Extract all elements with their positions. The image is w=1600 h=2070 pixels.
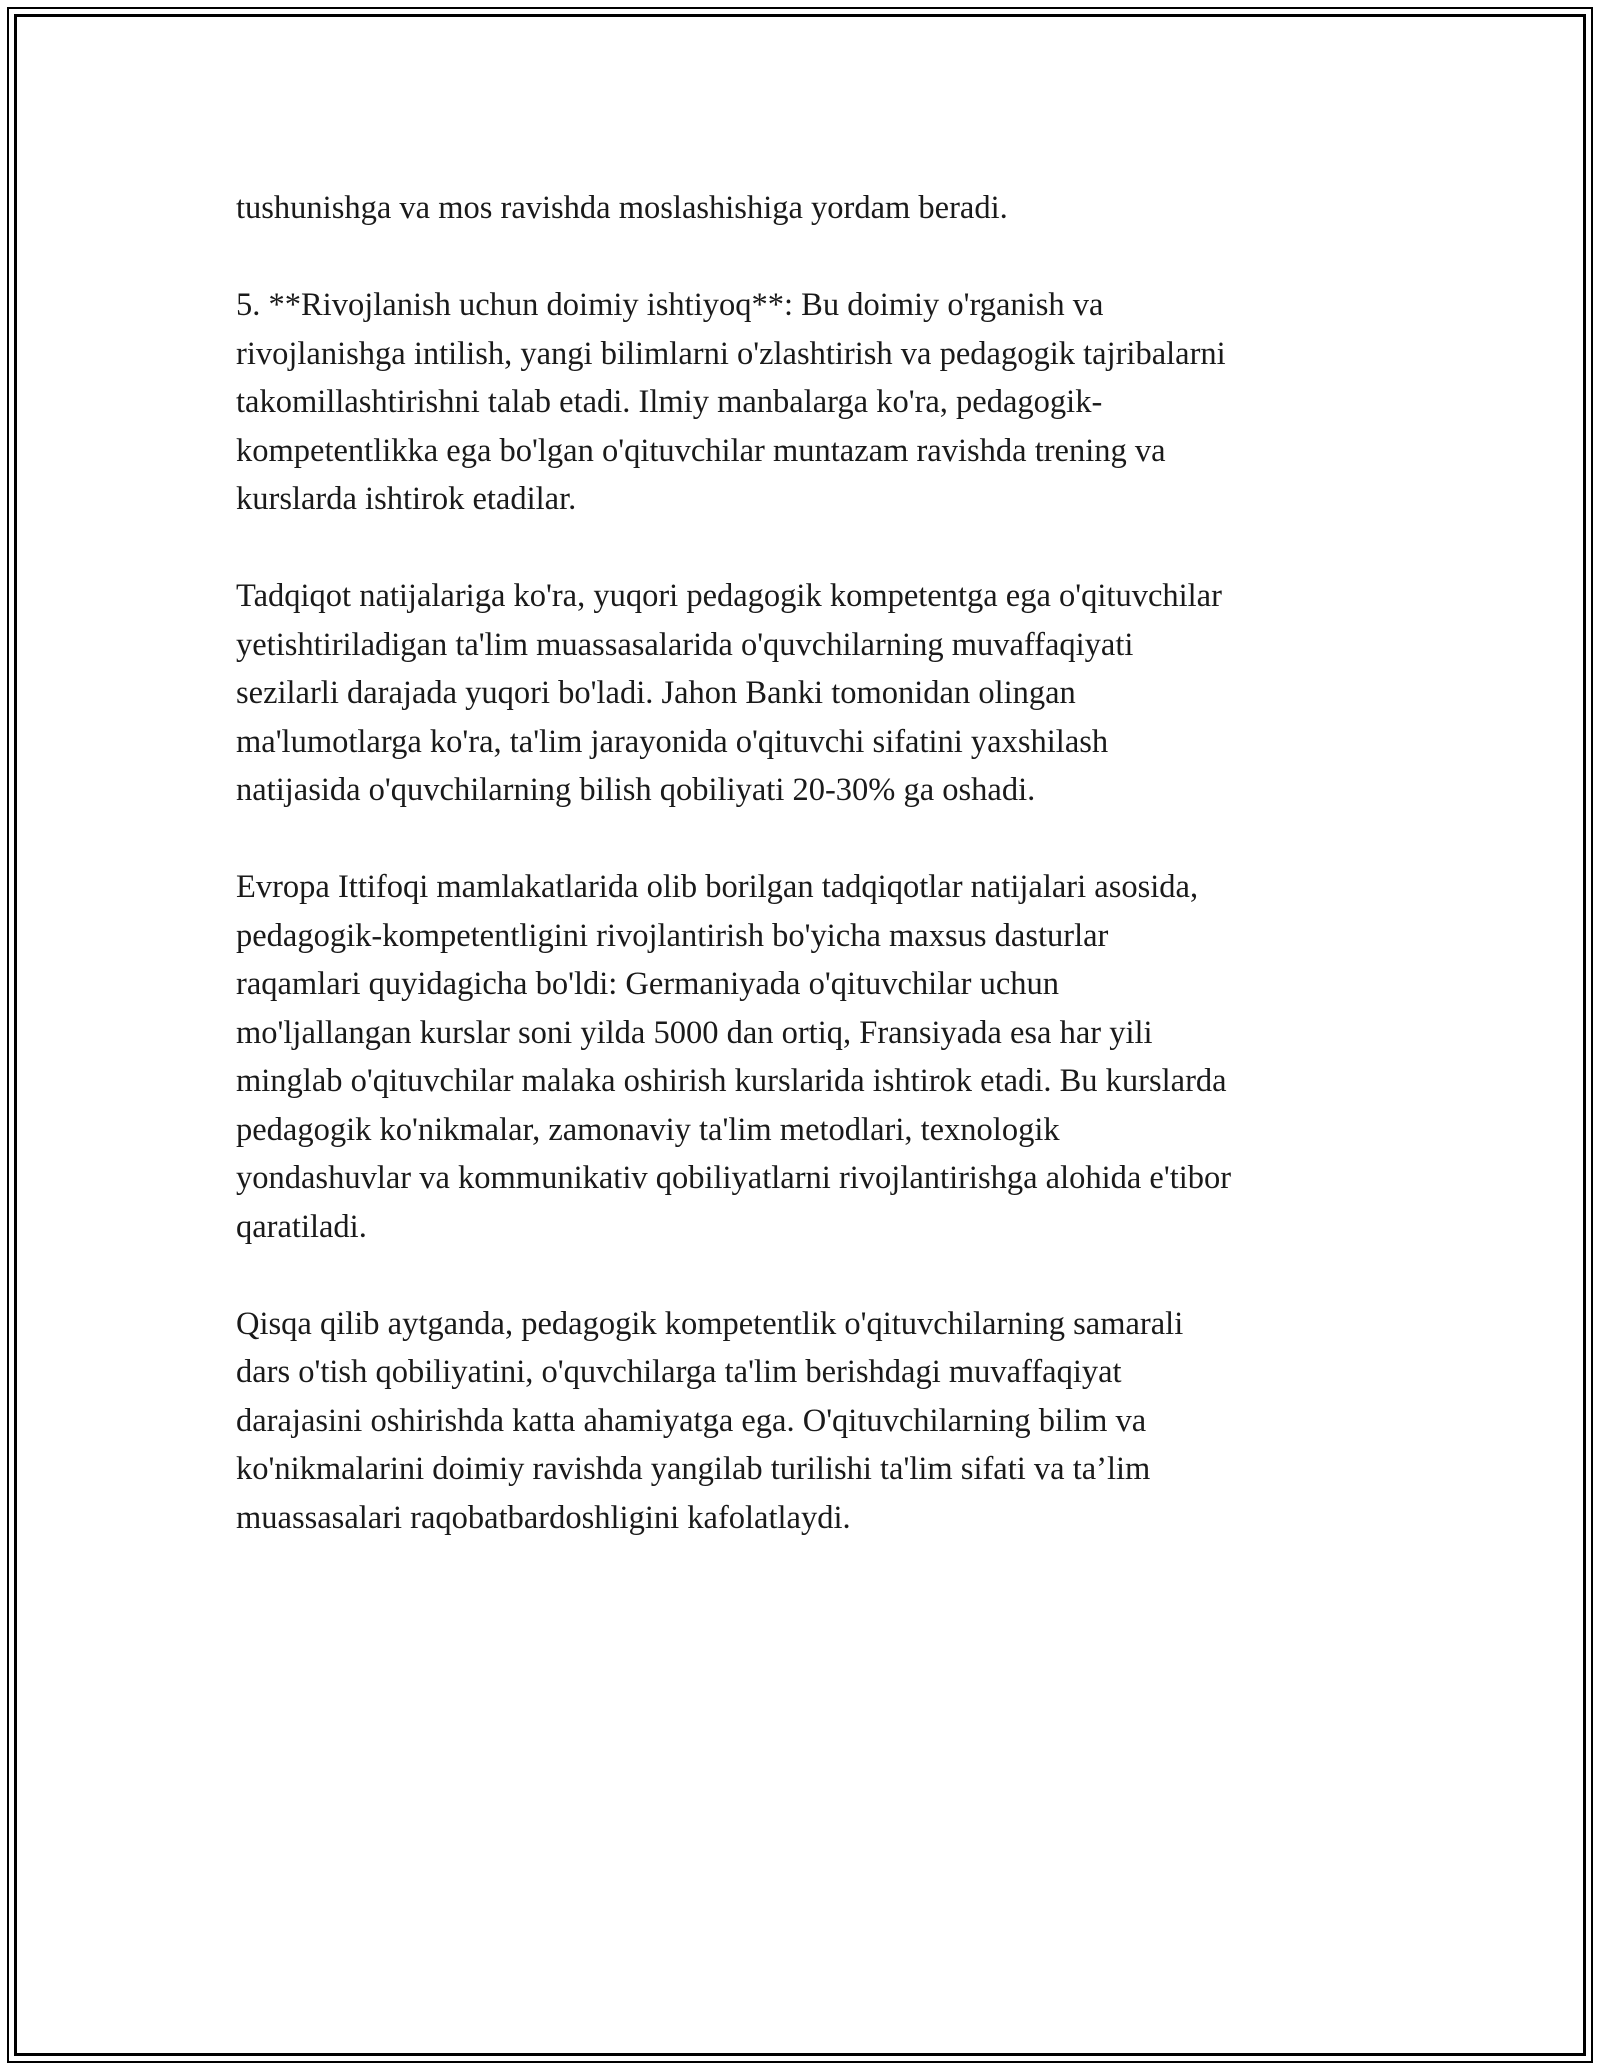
text-line: dars o'tish qobiliyatini, o'quvchilarga ta'lim berishdagi muvaffaqiyat bbox=[236, 1354, 1122, 1390]
text-line: muassasalari raqobatbardoshligini kafolatlaydi. bbox=[236, 1499, 851, 1536]
text-line: mo'ljallangan kurslar soni yilda 5000 dan ortiq, Fransiyada esa har yili bbox=[236, 1014, 1153, 1051]
text-line: darajasini oshirishda katta ahamiyatga ega. O'qituvchilarning bilim va bbox=[236, 1402, 1147, 1439]
text-line: pedagogik ko'nikmalar, zamonaviy ta'lim metodlari, texnologik bbox=[236, 1111, 1060, 1148]
text-line: minglab o'qituvchilar malaka oshirish kurslarida ishtirok etadi. Bu kurslarda bbox=[236, 1063, 1227, 1099]
text-line: Evropa Ittifoqi mamlakatlarida olib borilgan tadqiqotlar natijalari asosida, bbox=[236, 869, 1199, 905]
text-line: kurslarda ishtirok etadilar. bbox=[236, 481, 577, 517]
paragraph-conclusion bbox=[236, 1300, 1366, 1543]
text-line: ma'lumotlarga ko'ra, ta'lim jarayonida o'qituvchi sifatini yaxshilash bbox=[236, 723, 1109, 760]
paragraph-research-results bbox=[236, 572, 1366, 815]
text-line: ko'nikmalarini doimiy ravishda yangilab turilishi ta'lim sifati va ta’lim bbox=[236, 1451, 1151, 1487]
text-line: sezilarli darajada yuqori bo'ladi. Jahon Banki tomonidan olingan bbox=[236, 675, 1076, 711]
text-line: 5. **Rivojlanish uchun doimiy ishtiyoq**: Bu doimiy o'rganish va bbox=[236, 287, 1104, 323]
text-line: natijasida o'quvchilarning bilish qobiliyati 20-30% ga oshadi. bbox=[236, 772, 1036, 808]
paragraph-point-5 bbox=[236, 281, 1366, 524]
text-line: Qisqa qilib aytganda, pedagogik kompetentlik o'qituvchilarning samarali bbox=[236, 1305, 1184, 1342]
text-line: rivojlanishga intilish, yangi bilimlarni o'zlashtirish va pedagogik tajribalarni bbox=[236, 335, 1226, 372]
text-line: raqamlari quyidagicha bo'ldi: Germaniyada o'qituvchilar uchun bbox=[236, 966, 1060, 1002]
text-line: tushunishga va mos ravishda moslashishiga yordam beradi. bbox=[236, 190, 1008, 226]
document-body bbox=[236, 184, 1366, 1591]
text-line: Tadqiqot natijalariga ko'ra, yuqori pedagogik kompetentga ega o'qituvchilar bbox=[236, 578, 1222, 614]
paragraph-european-union bbox=[236, 863, 1366, 1251]
text-line: pedagogik-kompetentligini rivojlantirish bo'yicha maxsus dasturlar bbox=[236, 917, 1109, 954]
text-line: takomillashtirishni talab etadi. Ilmiy manbalarga ko'ra, pedagogik- bbox=[236, 384, 1103, 420]
text-line: yetishtiriladigan ta'lim muassasalarida o'quvchilarning muvaffaqiyati bbox=[236, 626, 1134, 663]
text-line: kompetentlikka ega bo'lgan o'qituvchilar muntazam ravishda trening va bbox=[236, 432, 1166, 469]
paragraph-continuation bbox=[236, 184, 1366, 233]
text-line: yondashuvlar va kommunikativ qobiliyatlarni rivojlantirishga alohida e'tibor bbox=[236, 1160, 1232, 1196]
text-line: qaratiladi. bbox=[236, 1208, 367, 1245]
